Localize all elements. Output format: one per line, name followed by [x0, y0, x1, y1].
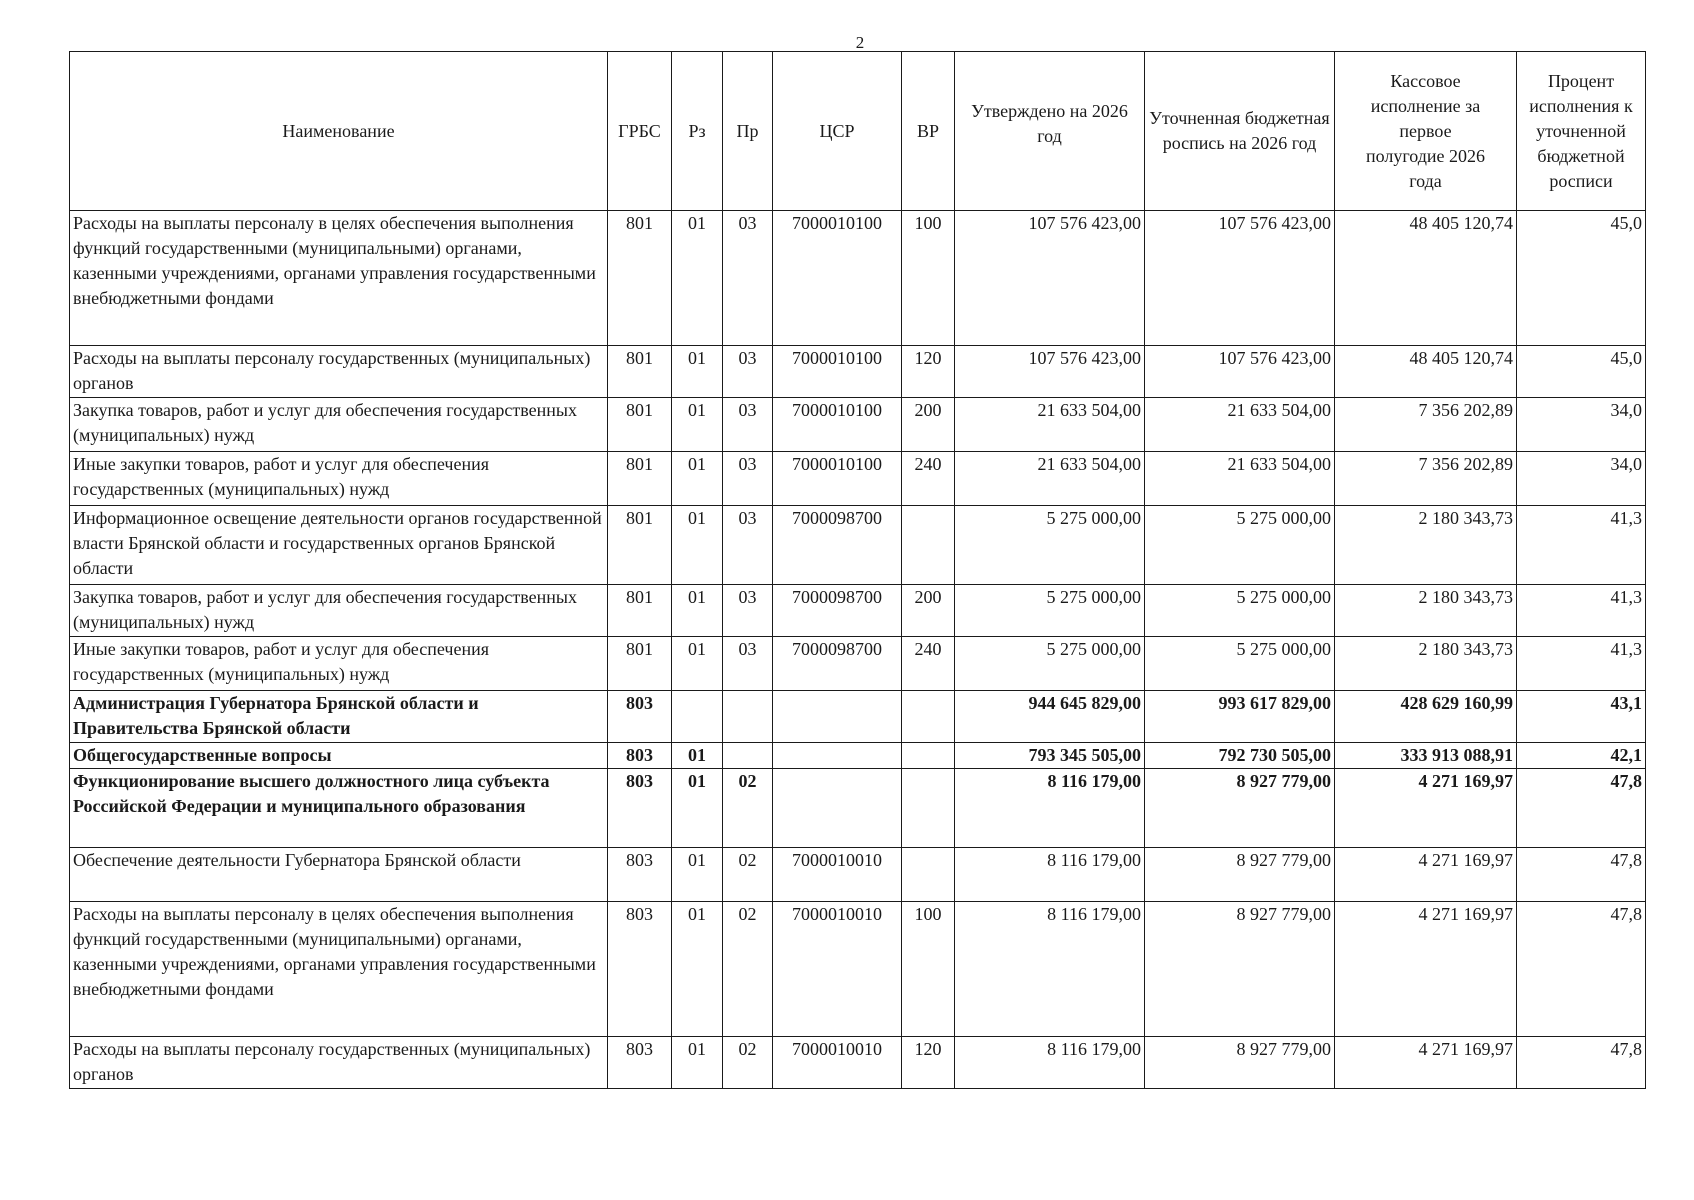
cell-name: Иные закупки товаров, работ и услуг для обеспечения государственных (муниципальных) нужд — [70, 452, 608, 506]
cell-approved: 5 275 000,00 — [955, 637, 1145, 691]
cell-vr — [902, 743, 955, 769]
cell-name: Администрация Губернатора Брянской области и Правительства Брянской области — [70, 691, 608, 743]
cell-grbs: 801 — [608, 506, 672, 585]
table-row — [70, 769, 1646, 848]
cell-csr: 7000098700 — [773, 637, 902, 691]
cell-grbs: 803 — [608, 691, 672, 743]
header-approved: Утверждено на 2026 год — [955, 52, 1145, 211]
cell-pr: 03 — [723, 346, 773, 398]
cell-cash: 48 405 120,74 — [1335, 346, 1517, 398]
cell-name: Функционирование высшего должностного лица субъекта Российской Федерации и муниципального образования — [70, 769, 608, 848]
cell-vr: 240 — [902, 452, 955, 506]
cell-cash: 4 271 169,97 — [1335, 769, 1517, 848]
cell-approved: 8 116 179,00 — [955, 1037, 1145, 1089]
cell-grbs: 801 — [608, 346, 672, 398]
cell-csr: 7000010100 — [773, 346, 902, 398]
header-refined: Уточненная бюджетная роспись на 2026 год — [1145, 52, 1335, 211]
page-number: 2 — [855, 33, 865, 52]
cell-vr: 200 — [902, 585, 955, 637]
cell-pr: 03 — [723, 637, 773, 691]
cell-name: Расходы на выплаты персоналу в целях обеспечения выполнения функций государственными (муниципальными) органами, казенными учреждениями, органами управления государственными внебюджетными фондами — [70, 902, 608, 1037]
cell-vr — [902, 691, 955, 743]
cell-csr: 7000010100 — [773, 211, 902, 346]
cell-vr — [902, 769, 955, 848]
table-header — [70, 52, 1646, 211]
cell-vr: 200 — [902, 398, 955, 452]
cell-refined: 8 927 779,00 — [1145, 848, 1335, 902]
cell-cash: 4 271 169,97 — [1335, 1037, 1517, 1089]
cell-pr: 02 — [723, 1037, 773, 1089]
cell-vr: 100 — [902, 211, 955, 346]
cell-rz: 01 — [672, 398, 723, 452]
cell-cash: 4 271 169,97 — [1335, 848, 1517, 902]
cell-refined: 5 275 000,00 — [1145, 506, 1335, 585]
cell-name: Обеспечение деятельности Губернатора Брянской области — [70, 848, 608, 902]
cell-vr: 120 — [902, 1037, 955, 1089]
cell-percent: 34,0 — [1517, 452, 1646, 506]
cell-rz: 01 — [672, 743, 723, 769]
cell-cash: 333 913 088,91 — [1335, 743, 1517, 769]
table-row — [70, 211, 1646, 346]
cell-percent: 45,0 — [1517, 211, 1646, 346]
cell-vr — [902, 848, 955, 902]
cell-approved: 21 633 504,00 — [955, 398, 1145, 452]
cell-csr — [773, 691, 902, 743]
cell-refined: 792 730 505,00 — [1145, 743, 1335, 769]
cell-pr: 03 — [723, 211, 773, 346]
cell-pr: 02 — [723, 769, 773, 848]
cell-pr: 02 — [723, 902, 773, 1037]
cell-rz: 01 — [672, 1037, 723, 1089]
cell-percent: 41,3 — [1517, 506, 1646, 585]
table-body — [70, 211, 1646, 1089]
cell-approved: 107 576 423,00 — [955, 211, 1145, 346]
cell-name: Закупка товаров, работ и услуг для обеспечения государственных (муниципальных) нужд — [70, 398, 608, 452]
header-csr: ЦСР — [773, 52, 902, 211]
cell-grbs: 803 — [608, 848, 672, 902]
cell-csr: 7000010010 — [773, 848, 902, 902]
cell-cash: 2 180 343,73 — [1335, 637, 1517, 691]
table-row — [70, 398, 1646, 452]
cell-percent: 42,1 — [1517, 743, 1646, 769]
cell-approved: 5 275 000,00 — [955, 585, 1145, 637]
cell-cash: 7 356 202,89 — [1335, 398, 1517, 452]
cell-grbs: 801 — [608, 452, 672, 506]
cell-csr: 7000098700 — [773, 585, 902, 637]
cell-cash: 428 629 160,99 — [1335, 691, 1517, 743]
cell-approved: 21 633 504,00 — [955, 452, 1145, 506]
cell-name: Закупка товаров, работ и услуг для обеспечения государственных (муниципальных) нужд — [70, 585, 608, 637]
cell-refined: 8 927 779,00 — [1145, 769, 1335, 848]
cell-approved: 8 116 179,00 — [955, 902, 1145, 1037]
table-row — [70, 691, 1646, 743]
cell-grbs: 801 — [608, 637, 672, 691]
cell-rz: 01 — [672, 902, 723, 1037]
cell-grbs: 801 — [608, 398, 672, 452]
cell-percent: 41,3 — [1517, 585, 1646, 637]
cell-percent: 47,8 — [1517, 1037, 1646, 1089]
table-row — [70, 743, 1646, 769]
cell-pr: 03 — [723, 506, 773, 585]
cell-csr — [773, 769, 902, 848]
cell-percent: 47,8 — [1517, 902, 1646, 1037]
cell-grbs: 803 — [608, 769, 672, 848]
cell-name: Расходы на выплаты персоналу в целях обеспечения выполнения функций государственными (муниципальными) органами, казенными учреждениями, органами управления государственными внебюджетными фондами — [70, 211, 608, 346]
cell-percent: 45,0 — [1517, 346, 1646, 398]
cell-vr: 240 — [902, 637, 955, 691]
cell-refined: 107 576 423,00 — [1145, 211, 1335, 346]
cell-pr: 03 — [723, 398, 773, 452]
cell-name: Общегосударственные вопросы — [70, 743, 608, 769]
cell-rz: 01 — [672, 346, 723, 398]
cell-refined: 107 576 423,00 — [1145, 346, 1335, 398]
cell-pr: 03 — [723, 585, 773, 637]
cell-vr — [902, 506, 955, 585]
cell-approved: 793 345 505,00 — [955, 743, 1145, 769]
cell-refined: 5 275 000,00 — [1145, 637, 1335, 691]
table-row — [70, 452, 1646, 506]
cell-rz — [672, 691, 723, 743]
cell-cash: 2 180 343,73 — [1335, 585, 1517, 637]
cell-csr: 7000010100 — [773, 398, 902, 452]
cell-rz: 01 — [672, 585, 723, 637]
header-pr: Пр — [723, 52, 773, 211]
cell-approved: 944 645 829,00 — [955, 691, 1145, 743]
cell-name: Расходы на выплаты персоналу государственных (муниципальных) органов — [70, 1037, 608, 1089]
cell-pr — [723, 743, 773, 769]
cell-approved: 107 576 423,00 — [955, 346, 1145, 398]
cell-refined: 5 275 000,00 — [1145, 585, 1335, 637]
cell-refined: 993 617 829,00 — [1145, 691, 1335, 743]
cell-rz: 01 — [672, 211, 723, 346]
cell-csr: 7000010010 — [773, 1037, 902, 1089]
cell-percent: 43,1 — [1517, 691, 1646, 743]
cell-grbs: 801 — [608, 585, 672, 637]
cell-vr: 100 — [902, 902, 955, 1037]
table-row — [70, 506, 1646, 585]
cell-percent: 47,8 — [1517, 769, 1646, 848]
cell-refined: 8 927 779,00 — [1145, 1037, 1335, 1089]
cell-name: Расходы на выплаты персоналу государственных (муниципальных) органов — [70, 346, 608, 398]
cell-refined: 21 633 504,00 — [1145, 398, 1335, 452]
cell-pr: 02 — [723, 848, 773, 902]
cell-rz: 01 — [672, 848, 723, 902]
cell-percent: 34,0 — [1517, 398, 1646, 452]
header-row — [70, 52, 1646, 211]
cell-rz: 01 — [672, 506, 723, 585]
budget-table — [69, 51, 1646, 1089]
cell-cash: 4 271 169,97 — [1335, 902, 1517, 1037]
cell-rz: 01 — [672, 769, 723, 848]
cell-approved: 8 116 179,00 — [955, 769, 1145, 848]
cell-percent: 41,3 — [1517, 637, 1646, 691]
cell-pr: 03 — [723, 452, 773, 506]
table-row — [70, 848, 1646, 902]
cell-cash: 2 180 343,73 — [1335, 506, 1517, 585]
cell-rz: 01 — [672, 452, 723, 506]
header-percent: Процент исполнения к уточненной бюджетной росписи — [1517, 52, 1646, 211]
cell-grbs: 801 — [608, 211, 672, 346]
cell-rz: 01 — [672, 637, 723, 691]
cell-pr — [723, 691, 773, 743]
table-row — [70, 637, 1646, 691]
cell-approved: 5 275 000,00 — [955, 506, 1145, 585]
table-row — [70, 1037, 1646, 1089]
cell-grbs: 803 — [608, 1037, 672, 1089]
cell-csr: 7000010100 — [773, 452, 902, 506]
cell-csr: 7000010010 — [773, 902, 902, 1037]
header-grbs: ГРБС — [608, 52, 672, 211]
cell-grbs: 803 — [608, 902, 672, 1037]
header-vr: ВР — [902, 52, 955, 211]
header-rz: Рз — [672, 52, 723, 211]
cell-refined: 21 633 504,00 — [1145, 452, 1335, 506]
cell-refined: 8 927 779,00 — [1145, 902, 1335, 1037]
table-row — [70, 346, 1646, 398]
table-row — [70, 902, 1646, 1037]
cell-grbs: 803 — [608, 743, 672, 769]
cell-csr: 7000098700 — [773, 506, 902, 585]
cell-name: Иные закупки товаров, работ и услуг для обеспечения государственных (муниципальных) нужд — [70, 637, 608, 691]
cell-cash: 7 356 202,89 — [1335, 452, 1517, 506]
cell-cash: 48 405 120,74 — [1335, 211, 1517, 346]
cell-percent: 47,8 — [1517, 848, 1646, 902]
header-cash: Кассовое исполнение за первое полугодие 2026 года — [1335, 52, 1517, 211]
table-row — [70, 585, 1646, 637]
cell-approved: 8 116 179,00 — [955, 848, 1145, 902]
cell-name: Информационное освещение деятельности органов государственной власти Брянской области и государственных органов Брянской области — [70, 506, 608, 585]
cell-vr: 120 — [902, 346, 955, 398]
header-name: Наименование — [70, 52, 608, 211]
cell-csr — [773, 743, 902, 769]
